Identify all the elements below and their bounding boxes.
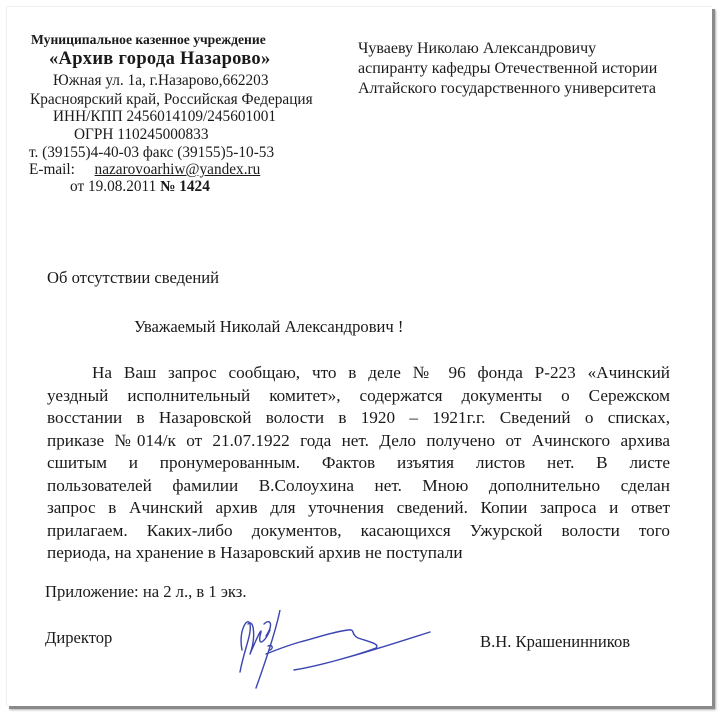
signature-stroke bbox=[266, 630, 430, 670]
sender-address-line1: Южная ул. 1а, г.Назарово,662203 bbox=[53, 72, 269, 89]
recipient-line3: Алтайского государственного университета bbox=[358, 80, 656, 97]
body-line: сшитым и пронумерованным. Фактов изъятия листов нет. В листе bbox=[47, 453, 670, 472]
signature-stroke bbox=[264, 622, 270, 636]
signature-stroke bbox=[248, 623, 270, 654]
signature-stroke bbox=[240, 622, 250, 672]
sender-org-type: Муниципальное казенное учреждение bbox=[31, 32, 266, 47]
sender-date-number bbox=[70, 177, 210, 196]
letter-date: от 19.08.2011 bbox=[70, 178, 157, 195]
sender-phone-fax: т. (39155)4-40-03 факс (39155)5-10-53 bbox=[29, 144, 275, 161]
body-line: прилагаем. Каких-либо документов, касающихся Ужурской волости того bbox=[47, 520, 670, 540]
recipient-line2: аспиранту кафедры Отечественной истории bbox=[358, 60, 658, 77]
letter-number: № 1424 bbox=[160, 178, 210, 195]
sender-ogrn: ОГРН 110245000833 bbox=[74, 126, 209, 143]
sender-org-name: «Архив города Назарово» bbox=[49, 49, 271, 69]
body-line: уездный исполнительный комитет», содержатся документы о Сережском bbox=[47, 385, 670, 405]
email-link[interactable]: nazarovoarhiw@yandex.ru bbox=[94, 161, 261, 178]
signer-position: Директор bbox=[45, 628, 113, 647]
sender-inn-kpp: ИНН/КПП 2456014109/245601001 bbox=[53, 108, 277, 125]
body-line: периода, на хранение в Назаровский архив не поступали bbox=[47, 543, 463, 562]
recipient-line1: Чуваеву Николаю Александровичу bbox=[358, 40, 597, 57]
body-line: пользователей фамилии В.Солоухина нет. Мною дополнительно сделан bbox=[47, 475, 670, 495]
body-line: восстании в Назаровской волости в 1920 – 1921г.г. Сведений о списках, bbox=[47, 408, 670, 427]
sender-address-line2: Красноярский край, Российская Федерация bbox=[30, 91, 313, 108]
letter-subject: Об отсутствии сведений bbox=[47, 268, 220, 287]
body-line: запрос в Ачинский архив для уточнения сведений. Копии запроса и ответ bbox=[47, 498, 670, 517]
body-line: На Ваш запрос сообщаю, что в деле № 96 фонда Р-223 «Ачинский bbox=[92, 363, 670, 382]
letter-body bbox=[47, 362, 670, 565]
body-line: приказе №014/к от 21.07.1922 года нет. Дело получено от Ачинского архива bbox=[47, 430, 670, 450]
attachment-note: Приложение: на 2 л., в 1 экз. bbox=[45, 582, 247, 601]
salutation: Уважаемый Николай Александрович ! bbox=[134, 317, 404, 336]
signer-name: В.Н. Крашенинников bbox=[480, 632, 631, 651]
handwritten-signature bbox=[230, 610, 440, 690]
email-label: E-mail: bbox=[29, 161, 75, 178]
